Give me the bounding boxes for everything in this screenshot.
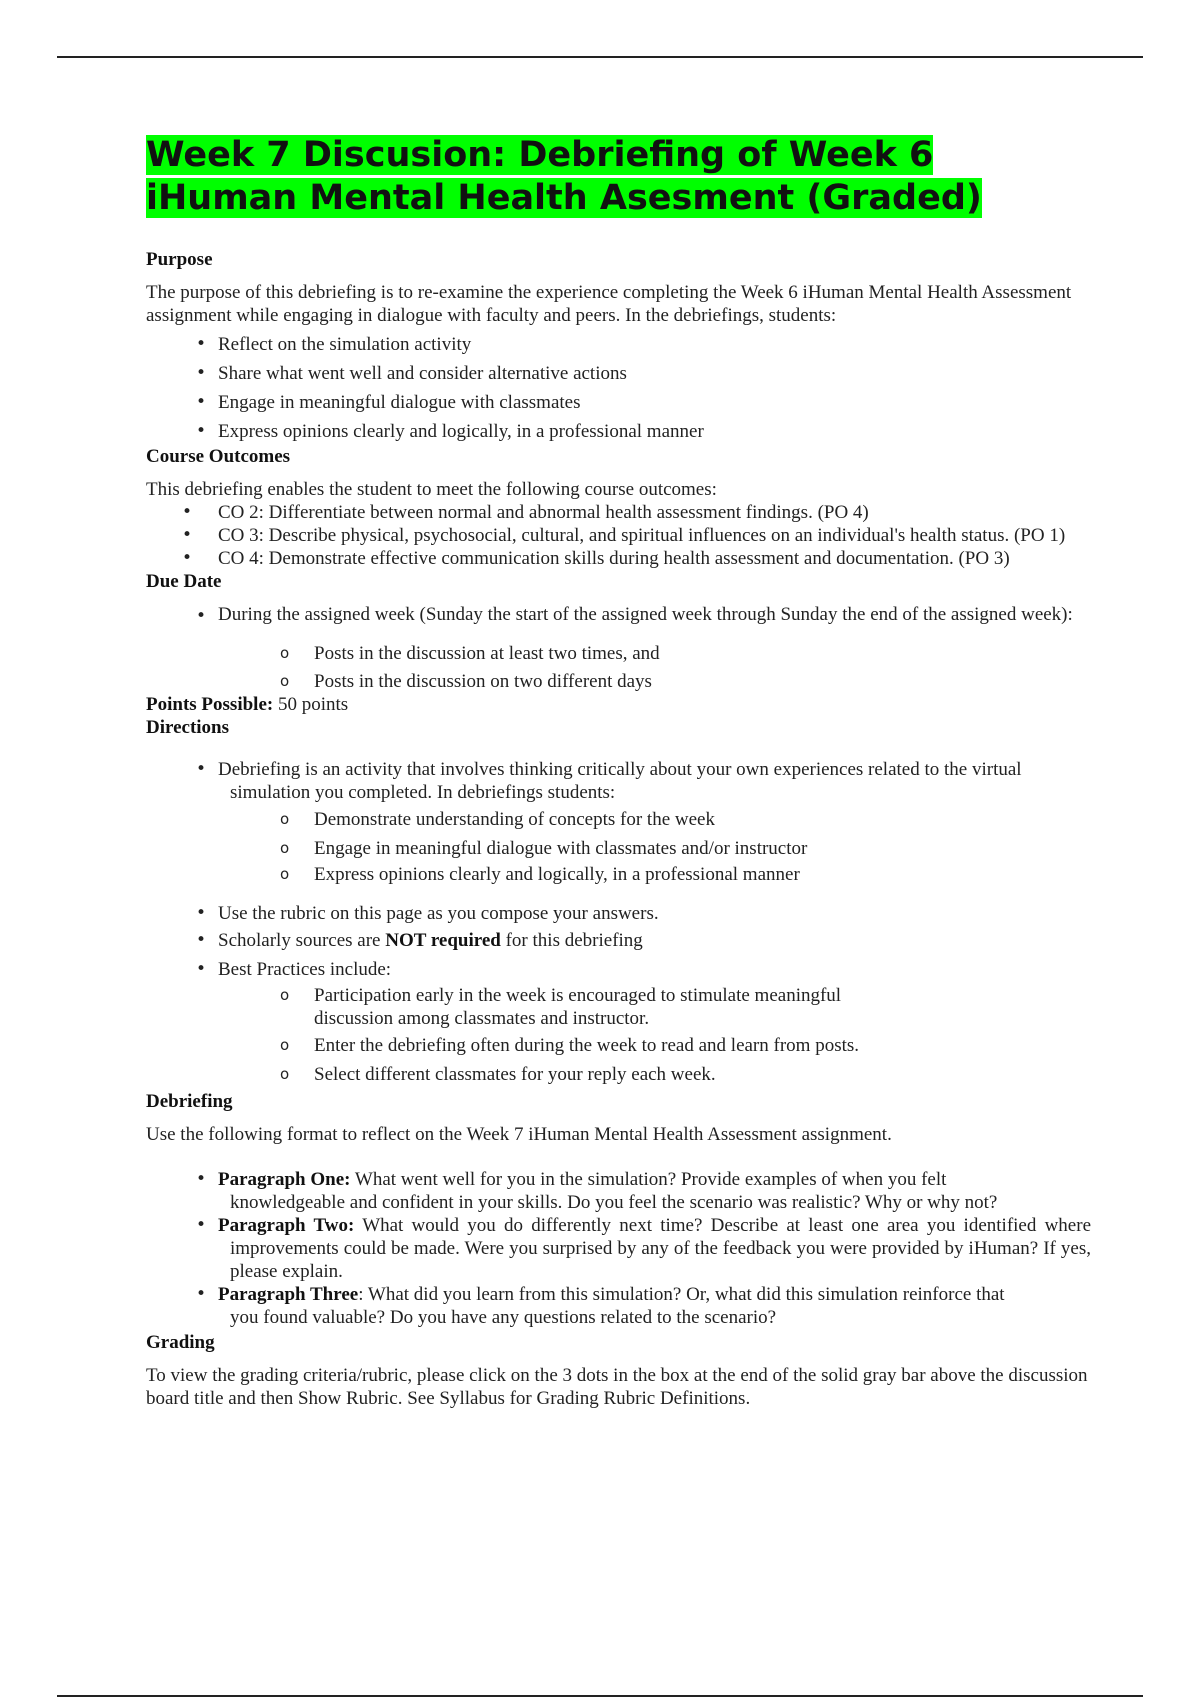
directions-heading: Directions — [146, 717, 230, 738]
paragraph-three-text: : What did you learn from this simulation? Or, what did this simulation reinforce that you found valuable? Do you have any questions related to the scenario? — [230, 1284, 1005, 1328]
outcomes-text: This debriefing enables the student to meet the following course outcomes: — [146, 479, 717, 500]
debriefing-text: Use the following format to reflect on the Week 7 iHuman Mental Health Assessment assignment. — [146, 1124, 892, 1145]
paragraph-two-text: What would you do differently next time? Describe at least one area you identified where improvements could be made. Were you surprised by any of the feedback you were provided by iHuman? If yes, please explain. — [230, 1215, 1091, 1282]
due-bullet-text: • During the assigned week (Sunday the start of the assigned week through Sunday the end of the assigned week): — [218, 604, 1073, 625]
bottom-rule — [57, 1695, 1143, 1697]
top-rule — [57, 56, 1143, 58]
list-item: • Best Practices include: — [146, 958, 1091, 981]
due-sublist — [146, 642, 1091, 693]
paragraph-one-label: Paragraph One: — [218, 1169, 351, 1190]
document-body — [146, 134, 1091, 1410]
paragraph-one — [218, 1168, 1091, 1214]
list-item: o Posts in the discussion on two different days — [146, 670, 1091, 693]
paragraph-three — [218, 1283, 1091, 1329]
list-item: o Posts in the discussion at least two times, and — [146, 642, 1091, 665]
purpose-text: The purpose of this debriefing is to re-examine the experience completing the Week 6 iHuman Mental Health Assessment assignment while engaging in dialogue with faculty and peers. In the debriefings, students: — [146, 282, 1072, 326]
list-item: o Select different classmates for your reply each week. — [146, 1063, 1091, 1086]
best-practices-list — [146, 984, 1091, 1086]
debriefing-list — [146, 1168, 1091, 1329]
outcomes-list — [146, 501, 1091, 570]
list-item: • CO 4: Demonstrate effective communication skills during health assessment and documentation. (PO 3) — [146, 547, 1091, 570]
paragraph-two-label: Paragraph Two: — [218, 1215, 355, 1236]
list-item: • Engage in meaningful dialogue with classmates — [146, 391, 1091, 414]
page-title — [146, 134, 1091, 220]
paragraph-one-text: What went well for you in the simulation? Provide examples of when you felt knowledgeable and confident in your skills. Do you feel the scenario was realistic? Why or why not? — [230, 1169, 998, 1213]
outcomes-heading: Course Outcomes — [146, 446, 291, 467]
list-item: • Share what went well and consider alternative actions — [146, 362, 1091, 385]
list-item: o Demonstrate understanding of concepts for the week — [146, 808, 1091, 831]
grading-text: To view the grading criteria/rubric, please click on the 3 dots in the box at the end of the solid gray bar above the discussion board title and then Show Rubric. See Syllabus for Grading Rubric Definitions. — [146, 1365, 1088, 1409]
list-item: • Express opinions clearly and logically, in a professional manner — [146, 420, 1091, 443]
due-list — [146, 605, 1091, 624]
directions-list — [146, 758, 1091, 804]
list-item — [146, 605, 1091, 624]
scholarly-bold: NOT required — [385, 930, 501, 951]
due-heading: Due Date — [146, 571, 222, 592]
title-line-1: Week 7 Discusion: Debriefing of Week 6 — [146, 135, 934, 175]
list-item: o Engage in meaningful dialogue with classmates and/or instructor — [146, 837, 1091, 860]
points-line — [146, 693, 1091, 716]
scholarly-post: for this debriefing — [505, 930, 643, 951]
directions-sublist-1 — [146, 808, 1091, 886]
grading-heading: Grading — [146, 1332, 215, 1353]
list-item — [146, 1168, 1091, 1214]
list-item: • Use the rubric on this page as you compose your answers. — [146, 902, 1091, 925]
purpose-heading: Purpose — [146, 249, 213, 270]
points-value: 50 points — [277, 694, 349, 715]
list-item: • CO 3: Describe physical, psychosocial, cultural, and spiritual influences on an individual's health status. (PO 1) — [146, 524, 1091, 547]
scholarly-pre: Scholarly sources are — [218, 930, 381, 951]
list-item — [146, 758, 1091, 804]
list-item: o Participation early in the week is encouraged to stimulate meaningful discussion among classmates and instructor. — [146, 984, 1091, 1030]
title-line-2: iHuman Mental Health Asesment (Graded) — [146, 178, 982, 218]
list-item: • Reflect on the simulation activity — [146, 333, 1091, 356]
paragraph-two — [218, 1214, 1091, 1283]
list-item: o Express opinions clearly and logically, in a professional manner — [146, 863, 1091, 886]
list-item: o Enter the debriefing often during the week to read and learn from posts. — [146, 1034, 1091, 1057]
points-label: Points Possible: — [146, 694, 274, 715]
paragraph-three-label: Paragraph Three — [218, 1284, 359, 1305]
directions-list-2 — [146, 902, 1091, 981]
list-item: • CO 2: Differentiate between normal and abnormal health assessment findings. (PO 4) — [146, 501, 1091, 524]
debriefing-heading: Debriefing — [146, 1091, 233, 1112]
list-item — [146, 1283, 1091, 1329]
purpose-list — [146, 333, 1091, 443]
directions-bullet-1: • Debriefing is an activity that involves thinking critically about your own experiences related to the virtual simulation you completed. In debriefings students: — [218, 759, 1022, 803]
list-item — [146, 1214, 1091, 1283]
list-item — [146, 929, 1091, 952]
